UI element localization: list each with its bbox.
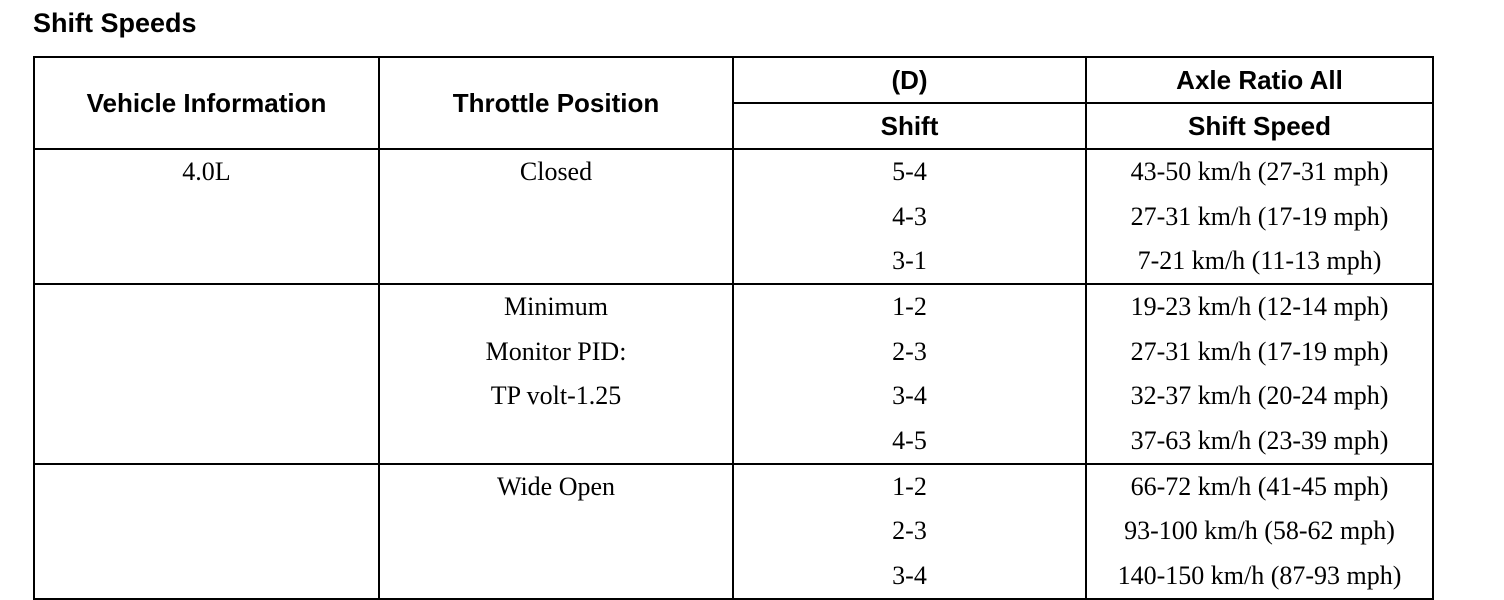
throttle-cell — [379, 239, 733, 284]
shift-cell: 4-3 — [733, 194, 1086, 238]
shift-speed-cell: 43-50 km/h (27-31 mph) — [1086, 149, 1433, 194]
throttle-cell — [379, 418, 733, 463]
vehicle-cell — [34, 509, 379, 553]
shift-speeds-table — [33, 56, 1434, 600]
throttle-cell: Minimum — [379, 284, 733, 329]
shift-speed-cell: 27-31 km/h (17-19 mph) — [1086, 194, 1433, 238]
table-row — [34, 374, 1433, 418]
vehicle-cell — [34, 418, 379, 463]
shift-speed-cell: 19-23 km/h (12-14 mph) — [1086, 284, 1433, 329]
table-row — [34, 194, 1433, 238]
table-row — [34, 464, 1433, 509]
shift-cell: 5-4 — [733, 149, 1086, 194]
vehicle-cell — [34, 330, 379, 374]
shift-speed-cell: 140-150 km/h (87-93 mph) — [1086, 554, 1433, 599]
throttle-cell: Closed — [379, 149, 733, 194]
table-row — [34, 239, 1433, 284]
vehicle-cell — [34, 239, 379, 284]
shift-cell: 2-3 — [733, 509, 1086, 553]
vehicle-cell: 4.0L — [34, 149, 379, 194]
table-row — [34, 284, 1433, 329]
vehicle-cell — [34, 194, 379, 238]
throttle-cell — [379, 509, 733, 553]
table-header — [34, 57, 1433, 149]
shift-cell: 3-1 — [733, 239, 1086, 284]
header-row — [34, 57, 1433, 103]
table-row — [34, 418, 1433, 463]
shift-speed-cell: 93-100 km/h (58-62 mph) — [1086, 509, 1433, 553]
vehicle-cell — [34, 374, 379, 418]
vehicle-cell — [34, 464, 379, 509]
page-title: Shift Speeds — [33, 8, 197, 38]
header-axle-ratio: Axle Ratio All — [1086, 57, 1433, 103]
throttle-cell: Monitor PID: — [379, 330, 733, 374]
shift-speed-cell: 66-72 km/h (41-45 mph) — [1086, 464, 1433, 509]
table-row — [34, 554, 1433, 599]
shift-speed-cell: 27-31 km/h (17-19 mph) — [1086, 330, 1433, 374]
table-row — [34, 330, 1433, 374]
shift-cell: 2-3 — [733, 330, 1086, 374]
header-vehicle-information: Vehicle Information — [34, 57, 379, 149]
header-gear-selector: (D) — [733, 57, 1086, 103]
shift-cell: 3-4 — [733, 554, 1086, 599]
vehicle-cell — [34, 284, 379, 329]
throttle-cell — [379, 194, 733, 238]
shift-cell: 1-2 — [733, 464, 1086, 509]
shift-speed-cell: 37-63 km/h (23-39 mph) — [1086, 418, 1433, 463]
throttle-cell: Wide Open — [379, 464, 733, 509]
shift-cell: 1-2 — [733, 284, 1086, 329]
shift-speed-cell: 7-21 km/h (11-13 mph) — [1086, 239, 1433, 284]
vehicle-cell — [34, 554, 379, 599]
throttle-cell: TP volt-1.25 — [379, 374, 733, 418]
header-throttle-position: Throttle Position — [379, 57, 733, 149]
table-body — [34, 149, 1433, 599]
table-row — [34, 149, 1433, 194]
throttle-cell — [379, 554, 733, 599]
shift-cell: 4-5 — [733, 418, 1086, 463]
table-row — [34, 509, 1433, 553]
header-shift: Shift — [733, 103, 1086, 149]
header-shift-speed: Shift Speed — [1086, 103, 1433, 149]
shift-speed-cell: 32-37 km/h (20-24 mph) — [1086, 374, 1433, 418]
shift-cell: 3-4 — [733, 374, 1086, 418]
